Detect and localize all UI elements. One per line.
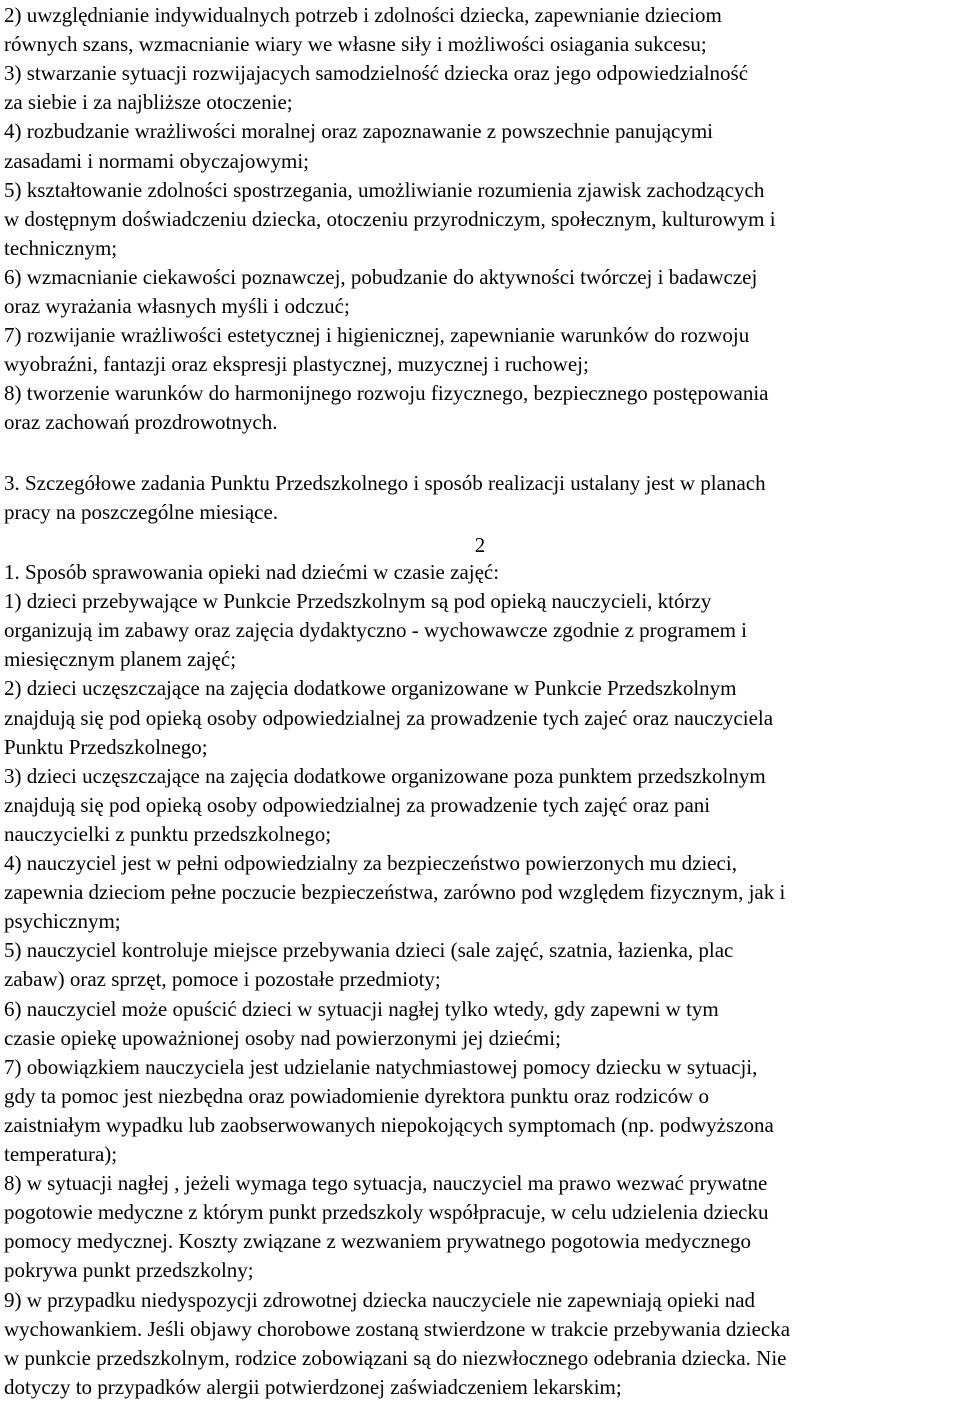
text-line: Punktu Przedszkolnego; bbox=[4, 734, 208, 759]
text-line: gdy ta pomoc jest niezbędna oraz powiadomienie dyrektora punktu oraz rodziców o bbox=[4, 1083, 710, 1108]
text-line: 9) w przypadku niedyspozycji zdrowotnej dziecka nauczyciele nie zapewniają opieki nad bbox=[4, 1287, 756, 1312]
text-line: organizują im zabawy oraz zajęcia dydaktyczno - wychowawcze zgodnie z programem i bbox=[4, 618, 748, 643]
text-line: pogotowie medyczne z którym punkt przedszkoly współpracuje, w celu udzielenia dziecku bbox=[4, 1200, 769, 1225]
text-line: temperatura); bbox=[4, 1142, 118, 1166]
text-line: w punkcie przedszkolnym, rodzice zobowiązani są do niezwłocznego odebrania dziecka. Nie bbox=[4, 1345, 787, 1370]
text-line: 4) rozbudzanie wrażliwości moralnej oraz zapoznawanie z powszechnie panującymi bbox=[4, 119, 714, 144]
text-line: 5) nauczyciel kontroluje miejsce przebywania dzieci (sale zajęć, szatnia, łazienka, plac bbox=[4, 938, 734, 963]
text-line: znajdują się pod opieką osoby odpowiedzialnej za prowadzenie tych zajeć oraz nauczyciela bbox=[4, 705, 774, 730]
text-line: oraz zachowań prozdrowotnych. bbox=[4, 410, 278, 435]
text-line: oraz wyrażania własnych myśli i odczuć; bbox=[4, 294, 350, 318]
text-line: znajdują się pod opieką osoby odpowiedzialnej za prowadzenie tych zajęć oraz pani bbox=[4, 792, 711, 817]
text-line: 1. Sposób sprawowania opieki nad dziećmi w czasie zajęć: bbox=[4, 560, 500, 584]
text-line: wyobraźni, fantazji oraz ekspresji plastycznej, muzycznej i ruchowej; bbox=[4, 352, 589, 377]
text-line: zapewnia dzieciom pełne poczucie bezpieczeństwa, zarówno pod względem fizycznym, jak i bbox=[4, 880, 786, 905]
text-line: 8) tworzenie warunków do harmonijnego rozwoju fizycznego, bezpiecznego postępowania bbox=[4, 381, 769, 406]
section-mark: 2 bbox=[474, 533, 486, 557]
text-line: 7) rozwijanie wrażliwości estetycznej i higienicznej, zapewnianie warunków do rozwoju bbox=[4, 323, 750, 348]
text-line: 6) wzmacnianie ciekawości poznawczej, pobudzanie do aktywności twórczej i badawczej bbox=[4, 264, 758, 289]
text-line: 2) uwzględnianie indywidualnych potrzeb i zdolności dziecka, zapewnianie dzieciom bbox=[4, 3, 722, 27]
text-line: pomocy medycznej. Koszty związane z wezwaniem prywatnego pogotowia medycznego bbox=[4, 1229, 751, 1254]
text-line: równych szans, wzmacnianie wiary we własne siły i możliwości osiagania sukcesu; bbox=[4, 32, 707, 57]
text-line: za siebie i za najbliższe otoczenie; bbox=[4, 90, 293, 115]
text-line: zabaw) oraz sprzęt, pomoce i pozostałe przedmioty; bbox=[4, 967, 441, 992]
text-line: 3) dzieci uczęszczające na zajęcia dodatkowe organizowane poza punktem przedszkolnym bbox=[4, 763, 766, 788]
text-line: 6) nauczyciel może opuścić dzieci w sytuacji nagłej tylko wtedy, gdy zapewni w tym bbox=[4, 996, 719, 1021]
text-line: nauczycielki z punktu przedszkolnego; bbox=[4, 821, 332, 846]
text-line: miesięcznym planem zajęć; bbox=[4, 647, 237, 672]
text-line: czasie opiekę upoważnionej osoby nad powierzonymi jej dziećmi; bbox=[4, 1025, 561, 1050]
text-line: w dostępnym doświadczeniu dziecka, otoczeniu przyrodniczym, społecznym, kulturowym i bbox=[4, 206, 776, 231]
text-line: pracy na poszczególne miesiące. bbox=[4, 500, 279, 525]
text-line: 3) stwarzanie sytuacji rozwijajacych samodzielność dziecka oraz jego odpowiedzialność bbox=[4, 61, 749, 86]
text-line: zaistniałym wypadku lub zaobserwowanych niepokojących symptomach (np. podwyższona bbox=[4, 1112, 774, 1137]
text-line: zasadami i normami obyczajowymi; bbox=[4, 148, 309, 173]
text-line: pokrywa punkt przedszkolny; bbox=[4, 1258, 254, 1283]
text-line: 3. Szczegółowe zadania Punktu Przedszkolnego i sposób realizacji ustalany jest w planach bbox=[4, 471, 766, 495]
text-line: 5) kształtowanie zdolności spostrzegania, umożliwianie rozumienia zjawisk zachodzących bbox=[4, 177, 765, 202]
text-line: 4) nauczyciel jest w pełni odpowiedzialny za bezpieczeństwo powierzonych mu dzieci, bbox=[4, 851, 737, 875]
text-line: wychowankiem. Jeśli objawy chorobowe zostaną stwierdzone w trakcie przebywania dziecka bbox=[4, 1316, 791, 1341]
text-line: technicznym; bbox=[4, 235, 118, 260]
text-line: dotyczy to przypadków alergii potwierdzonej zaświadczeniem lekarskim; bbox=[4, 1374, 622, 1399]
text-line: 7) obowiązkiem nauczyciela jest udzielanie natychmiastowej pomocy dziecku w sytuacji, bbox=[4, 1054, 758, 1079]
text-line: 8) w sytuacji nagłej , jeżeli wymaga tego sytuacja, nauczyciel ma prawo wezwać prywatne bbox=[4, 1171, 768, 1196]
text-line: psychicznym; bbox=[4, 909, 121, 934]
text-line: 1) dzieci przebywające w Punkcie Przedszkolnym są pod opieką nauczycieli, którzy bbox=[4, 589, 712, 614]
text-line: 2) dzieci uczęszczające na zajęcia dodatkowe organizowane w Punkcie Przedszkolnym bbox=[4, 676, 737, 701]
